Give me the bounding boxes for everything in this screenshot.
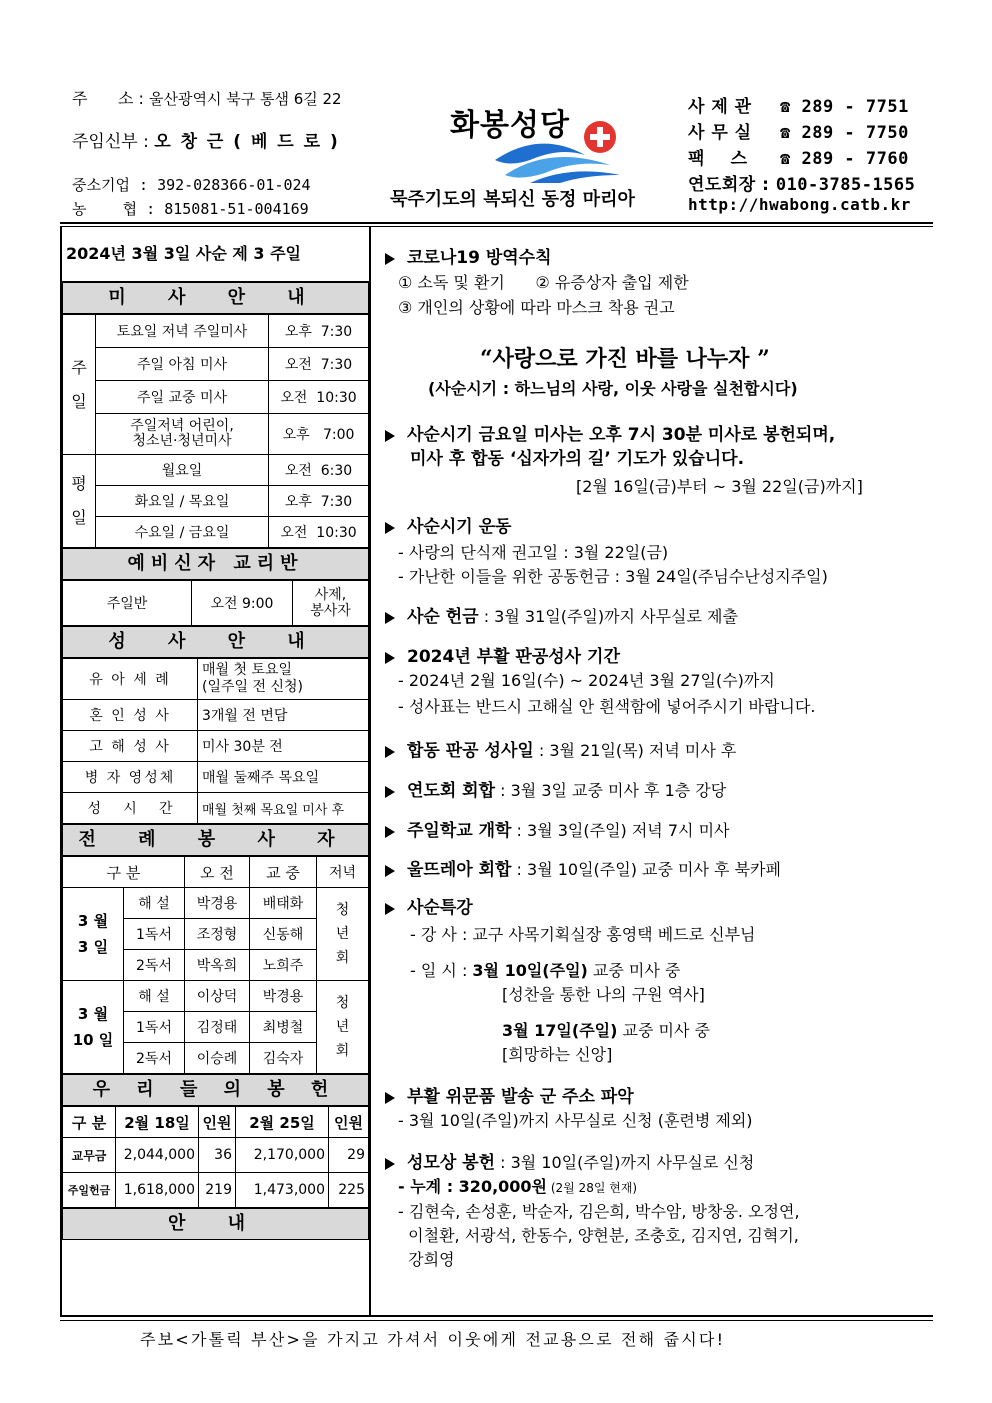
bullet-icon: [385, 1158, 395, 1170]
bank-account-2: 농 협 : 815081-51-004169: [72, 200, 309, 218]
catechumen-table: 주일반 오전 9:00 사제, 봉사자: [62, 580, 369, 626]
patron-saint: 묵주기도의 복되신 동정 마리아: [390, 189, 635, 210]
servers-table: 구 분 오 전 교 중 저녁 3 월 3 일 해 설 박경용 배태화 청 년 회 1독서 조정형 신동해 2독서 박옥희 노희주 3 월 10 일 해 설 이상덕 박경용 청 년 회 1독서 김정태 최병철 2독서 이승례 김숙자: [62, 856, 369, 1074]
lent-offering: 사순 헌금 : 3월 31일(주일)까지 사무실로 제출: [385, 602, 945, 627]
bullet-icon: [385, 253, 395, 265]
easter-title: 2024년 부활 판공성사 기간: [385, 642, 945, 667]
left-column: [62, 227, 369, 1240]
lecture-title: 사순특강: [385, 893, 945, 918]
easter-item-1: - 2024년 2월 16일(수) ~ 2024년 3월 27일(수)까지: [398, 671, 775, 690]
covid-line-2: ③ 개인의 상황에 따라 마스크 착용 권고: [398, 298, 675, 317]
weekday-label: 평일: [63, 455, 96, 548]
bullet-icon: [385, 430, 395, 442]
sacrament-table: 유 아 세 례 매월 첫 토요일 (일주일 전 신청) 혼 인 성 사 3개월 전 면담 고 해 성 사 미사 30분 전 병 자 영성체 매월 둘째주 목요일 성 시 간 매월 첫째 목요일 미사 후: [62, 658, 369, 824]
church-logo-icon: [490, 115, 640, 185]
offering-title: 우 리 들 의 봉 헌: [62, 1074, 369, 1106]
bullet-icon: [385, 652, 395, 664]
bullet-icon: [385, 865, 395, 877]
date-title: 2024년 3월 3일 사순 제 3 주일: [62, 227, 369, 282]
bullet-icon: [385, 746, 395, 758]
footer-note: 주보<가톨릭 부산>을 가지고 가셔서 이웃에게 전교용으로 전해 줍시다!: [140, 1330, 726, 1349]
lecture-speaker: - 강 사 : 교구 사목기획실장 홍영택 베드로 신부님: [410, 925, 756, 944]
address: 주 소 : 울산광역시 북구 통샘 6길 22: [72, 89, 342, 108]
bullet-icon: [385, 826, 395, 838]
website-link[interactable]: http://hwabong.catb.kr: [688, 195, 911, 214]
lent-item-1: - 사랑의 단식재 권고일 : 3월 22일(금): [398, 543, 669, 562]
bullet-icon: [385, 903, 395, 915]
bullet-icon: [385, 612, 395, 624]
theme-title: “사랑으로 가진 바를 나누자 ”: [480, 346, 770, 372]
army-title: 부활 위문품 발송 군 주소 파악: [385, 1082, 945, 1107]
mass-schedule-title: 미 사 안 내: [62, 282, 369, 314]
lent-title: 사순시기 운동: [385, 512, 945, 537]
servers-title: 전 례 봉 사 자: [62, 824, 369, 856]
catechumen-title: 예비신자 교리반: [62, 548, 369, 580]
lecture-2-topic: [희망하는 신앙]: [502, 1045, 613, 1064]
lecture-2: 3월 17일(주일) 교중 미사 중: [502, 1021, 710, 1040]
bullet-icon: [385, 786, 395, 798]
sacrament-title: 성 사 안 내: [62, 626, 369, 658]
friday-mass-line-2: 미사 후 합동 ‘십자가의 길’ 기도가 있습니다.: [410, 449, 745, 469]
lent-item-2: - 가난한 이들을 위한 공동헌금 : 3월 24일(주님수난성지주일): [398, 567, 828, 586]
covid-title: 코로나19 방역수칙: [385, 243, 945, 268]
ultreya-meeting: 울뜨레아 회합 : 3월 10일(주일) 교중 미사 후 북카페: [385, 855, 945, 880]
sunday-school: 주일학교 개학 : 3월 3일(주일) 저녁 7시 미사: [385, 816, 945, 841]
theme-subtitle: (사순시기 : 하느님의 사랑, 이웃 사랑을 실천합시다): [428, 379, 798, 398]
pastor: 주임신부 : 오 창 근 ( 베 드 로 ): [72, 132, 340, 152]
sunday-label: 주일: [63, 315, 96, 455]
bank-account-1: 중소기업 : 392-028366-01-024: [72, 176, 311, 194]
joint-confession: 합동 판공 성사일 : 3월 21일(목) 저녁 미사 후: [385, 736, 945, 761]
statue-total: - 누계 : 320,000원 (2월 28일 현재): [398, 1177, 638, 1196]
notice-title: 안 내: [62, 1208, 369, 1240]
contact-fax: 팩 스 ☎ 289 - 7760: [688, 149, 909, 169]
lecture-1: - 일 시 : 3월 10일(주일) 교중 미사 중: [410, 961, 681, 980]
friday-mass-period: [2월 16일(금)부터 ~ 3월 22일(금)까지]: [576, 477, 863, 496]
mass-schedule-table: 주일 토요일 저녁 주일미사 오후 7:30 주일 아침 미사 오전 7:30 주일 교중 미사 오전 10:30 주일저녁 어린이, 청소년·청년미사 오후 7:00 평일 월요일 오전 6:30 화요일 / 목요일 오후 7:30 수요일 / 금요일 오전 10:30: [62, 314, 369, 548]
friday-mass-title: 사순시기 금요일 미사는 오후 7시 30분 미사로 봉헌되며,: [385, 420, 945, 445]
offering-table: 구 분 2월 18일 인원 2월 25일 인원 교무금 2,044,000 36 2,170,000 29 주일헌금 1,618,000 219 1,473,000 225: [62, 1106, 369, 1208]
bullet-icon: [385, 1092, 395, 1104]
statue-offering: 성모상 봉헌 : 3월 10일(주일)까지 사무실로 신청: [385, 1148, 945, 1173]
covid-line-1: ① 소독 및 환기 ② 유증상자 출입 제한: [398, 273, 689, 292]
bullet-icon: [385, 522, 395, 534]
contact-office: 사 무 실 ☎ 289 - 7750: [688, 123, 909, 143]
church-name: 화봉성당: [450, 108, 570, 143]
yeondo-meeting: 연도회 회합 : 3월 3일 교중 미사 후 1층 강당: [385, 776, 945, 801]
army-text: - 3월 10일(주일)까지 사무실로 신청 (훈련병 제외): [398, 1111, 753, 1130]
lecture-1-topic: [성찬을 통한 나의 구원 역사]: [502, 985, 705, 1004]
statue-names: - 김현숙, 손성훈, 박순자, 김은희, 박수암, 방창웅. 오정연, 이철환, 서광석, 한동수, 양현분, 조충호, 김지연, 김혁기, 강희영: [398, 1202, 800, 1269]
easter-item-2: - 성사표는 반드시 고해실 안 흰색함에 넣어주시기 바랍니다.: [398, 697, 816, 716]
contact-yeondo: 연도회장 : 010-3785-1565: [688, 175, 916, 195]
contact-rectory: 사 제 관 ☎ 289 - 7751: [688, 97, 909, 117]
